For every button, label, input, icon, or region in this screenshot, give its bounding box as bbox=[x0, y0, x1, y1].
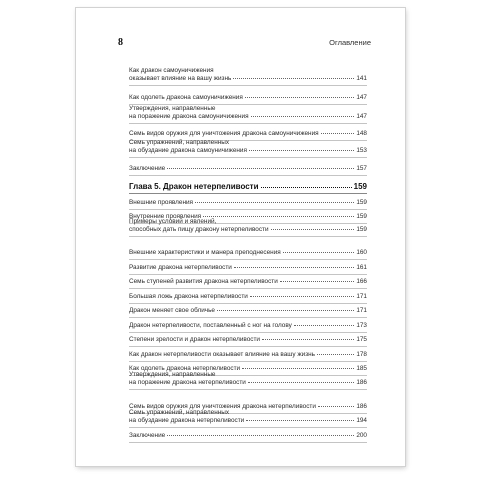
running-header: Оглавление bbox=[329, 38, 371, 47]
entry-divider bbox=[129, 361, 367, 362]
toc-entry-page: 153 bbox=[356, 146, 367, 154]
toc-entry-title: Заключение bbox=[129, 165, 166, 172]
toc-entry-title-line1: Семь упражнений, направленных bbox=[129, 139, 230, 146]
book-page bbox=[76, 8, 405, 466]
toc-entry-page: 200 bbox=[356, 432, 367, 439]
toc-entry-page: 171 bbox=[356, 307, 367, 314]
chapter-title: Глава 5. Дракон нетерпеливости bbox=[129, 182, 259, 191]
toc-entry[interactable] bbox=[129, 322, 367, 330]
toc-entry-page: 178 bbox=[356, 351, 367, 358]
entry-divider bbox=[129, 317, 367, 318]
toc-entry[interactable] bbox=[129, 264, 367, 272]
toc-entry-page: 185 bbox=[356, 365, 367, 372]
dot-leader bbox=[250, 296, 354, 297]
entry-divider bbox=[129, 123, 367, 124]
entry-divider bbox=[129, 209, 367, 210]
toc-entry-page: 159 bbox=[356, 213, 367, 220]
toc-entry-title: оказывает влияние на вашу жизнь bbox=[129, 74, 232, 82]
toc-entry-title-line1: Утверждения, направленные bbox=[129, 371, 216, 378]
toc-entry-page: 171 bbox=[356, 293, 367, 300]
toc-entry-title: Внешние характеристики и манера преподнесения bbox=[129, 249, 281, 256]
dot-leader bbox=[234, 267, 354, 268]
toc-entry-page: 175 bbox=[356, 336, 367, 343]
toc-entry[interactable] bbox=[129, 67, 367, 83]
toc-entry-title: Как дракон нетерпеливости оказывает влияние на вашу жизнь bbox=[129, 351, 316, 358]
toc-entry[interactable] bbox=[129, 165, 367, 173]
toc-entry-title: Степени зрелости и дракон нетерпеливости bbox=[129, 336, 260, 343]
toc-entry[interactable] bbox=[129, 139, 367, 155]
toc-entry[interactable] bbox=[129, 130, 367, 138]
toc-entry-page: 161 bbox=[356, 264, 367, 271]
toc-entry-title: Как одолеть дракона самоуничижения bbox=[129, 94, 243, 101]
dot-leader bbox=[217, 310, 354, 311]
toc-entry[interactable] bbox=[129, 371, 367, 387]
toc-entry[interactable] bbox=[129, 293, 367, 301]
toc-entry-title: Внешние проявления bbox=[129, 199, 194, 206]
toc-entry-title: Дракон меняет свое обличье bbox=[129, 307, 215, 314]
toc-entry[interactable] bbox=[129, 336, 367, 344]
toc-entry-page: 160 bbox=[356, 249, 367, 256]
toc-entry-title: Развитие дракона нетерпеливости bbox=[129, 264, 232, 271]
toc-entry-title: Семь видов оружия для уничтожения дракона самоуничижения bbox=[129, 130, 319, 137]
toc-entry-page: 186 bbox=[356, 378, 367, 386]
toc-entry[interactable] bbox=[129, 307, 367, 315]
toc-entry-page: 147 bbox=[356, 94, 367, 101]
entry-divider bbox=[129, 427, 367, 428]
entry-divider bbox=[129, 346, 367, 347]
entry-divider bbox=[129, 274, 367, 275]
toc-entry-page: 159 bbox=[356, 199, 367, 206]
dot-leader bbox=[317, 354, 354, 355]
dot-leader bbox=[321, 133, 355, 134]
toc-entry-page: 166 bbox=[356, 278, 367, 285]
dot-leader bbox=[251, 116, 355, 117]
page-number: 8 bbox=[118, 37, 123, 48]
toc-entry[interactable] bbox=[129, 278, 367, 286]
toc-entry-page: 147 bbox=[356, 112, 367, 120]
entry-divider bbox=[129, 236, 367, 237]
toc-entry-title-line1: Утверждения, направленные bbox=[129, 105, 216, 112]
toc-entry[interactable] bbox=[129, 218, 367, 234]
toc-entry-page: 141 bbox=[356, 74, 367, 82]
toc-entry[interactable] bbox=[129, 249, 367, 257]
toc-entry[interactable] bbox=[129, 105, 367, 121]
entry-divider bbox=[129, 85, 367, 86]
toc-entry-title: Внутренние проявления bbox=[129, 213, 202, 220]
toc-entry-page: 173 bbox=[356, 322, 367, 329]
toc-entry-title: Как одолеть дракона нетерпеливости bbox=[129, 365, 241, 372]
entry-divider bbox=[129, 442, 367, 443]
entry-divider bbox=[129, 332, 367, 333]
chapter-heading[interactable] bbox=[129, 182, 367, 191]
toc-entry-title: способных дать пищу дракону нетерпеливости bbox=[129, 225, 269, 233]
entry-divider bbox=[129, 259, 367, 260]
toc-entry[interactable] bbox=[129, 409, 367, 425]
dot-leader bbox=[167, 168, 354, 169]
toc-entry-page: 194 bbox=[356, 416, 367, 424]
toc-entry-title: на обуздание дракона самоуничижения bbox=[129, 146, 247, 154]
toc-entry-title-line1: Примеры условий и явлений, bbox=[129, 218, 217, 225]
entry-divider bbox=[129, 303, 367, 304]
dot-leader bbox=[283, 252, 355, 253]
toc-entry[interactable] bbox=[129, 432, 367, 440]
dot-leader bbox=[262, 339, 354, 340]
dot-leader bbox=[195, 202, 354, 203]
toc-entry[interactable] bbox=[129, 351, 367, 359]
dot-leader bbox=[233, 78, 354, 79]
toc-entry-title: на поражение дракона нетерпеливости bbox=[129, 378, 246, 386]
toc-entry-title: Семь ступеней развития дракона нетерпеливости bbox=[129, 278, 278, 285]
chapter-divider bbox=[129, 193, 367, 194]
toc-entry[interactable] bbox=[129, 94, 367, 102]
toc-entry-title-line1: Семь упражнений, направленных bbox=[129, 409, 230, 416]
dot-leader bbox=[249, 150, 354, 151]
toc-entry-title: на поражение дракона самоуничижения bbox=[129, 112, 249, 120]
dot-leader bbox=[245, 97, 354, 98]
entry-divider bbox=[129, 157, 367, 158]
dot-leader bbox=[248, 382, 354, 383]
dot-leader bbox=[280, 281, 355, 282]
dot-leader bbox=[318, 406, 354, 407]
toc-entry-title: Семь видов оружия для уничтожения дракона нетерпеливости bbox=[129, 403, 316, 410]
dot-leader bbox=[294, 325, 355, 326]
toc-entry-title: на обуздание дракона нетерпеливости bbox=[129, 416, 245, 424]
toc-entry[interactable] bbox=[129, 199, 367, 207]
toc-entry-title: Заключение bbox=[129, 432, 166, 439]
toc-entry-page: 148 bbox=[356, 130, 367, 137]
toc-entry-title: Дракон нетерпеливости, поставленный с ног на голову bbox=[129, 322, 292, 329]
dot-leader bbox=[246, 420, 354, 421]
toc-entry-page: 159 bbox=[356, 225, 367, 233]
toc-entry-title: Большая ложь дракона нетерпеливости bbox=[129, 293, 248, 300]
entry-divider bbox=[129, 175, 367, 176]
dot-leader bbox=[203, 216, 354, 217]
entry-divider bbox=[129, 288, 367, 289]
dot-leader bbox=[271, 229, 355, 230]
dot-leader bbox=[242, 368, 354, 369]
dot-leader bbox=[261, 187, 352, 188]
chapter-page: 159 bbox=[353, 182, 367, 191]
toc-entry-page: 186 bbox=[356, 403, 367, 410]
toc-entry-title-line1: Как дракон самоуничижения bbox=[129, 67, 214, 74]
dot-leader bbox=[167, 435, 354, 436]
entry-divider bbox=[129, 389, 367, 390]
toc-entry-page: 157 bbox=[356, 165, 367, 172]
